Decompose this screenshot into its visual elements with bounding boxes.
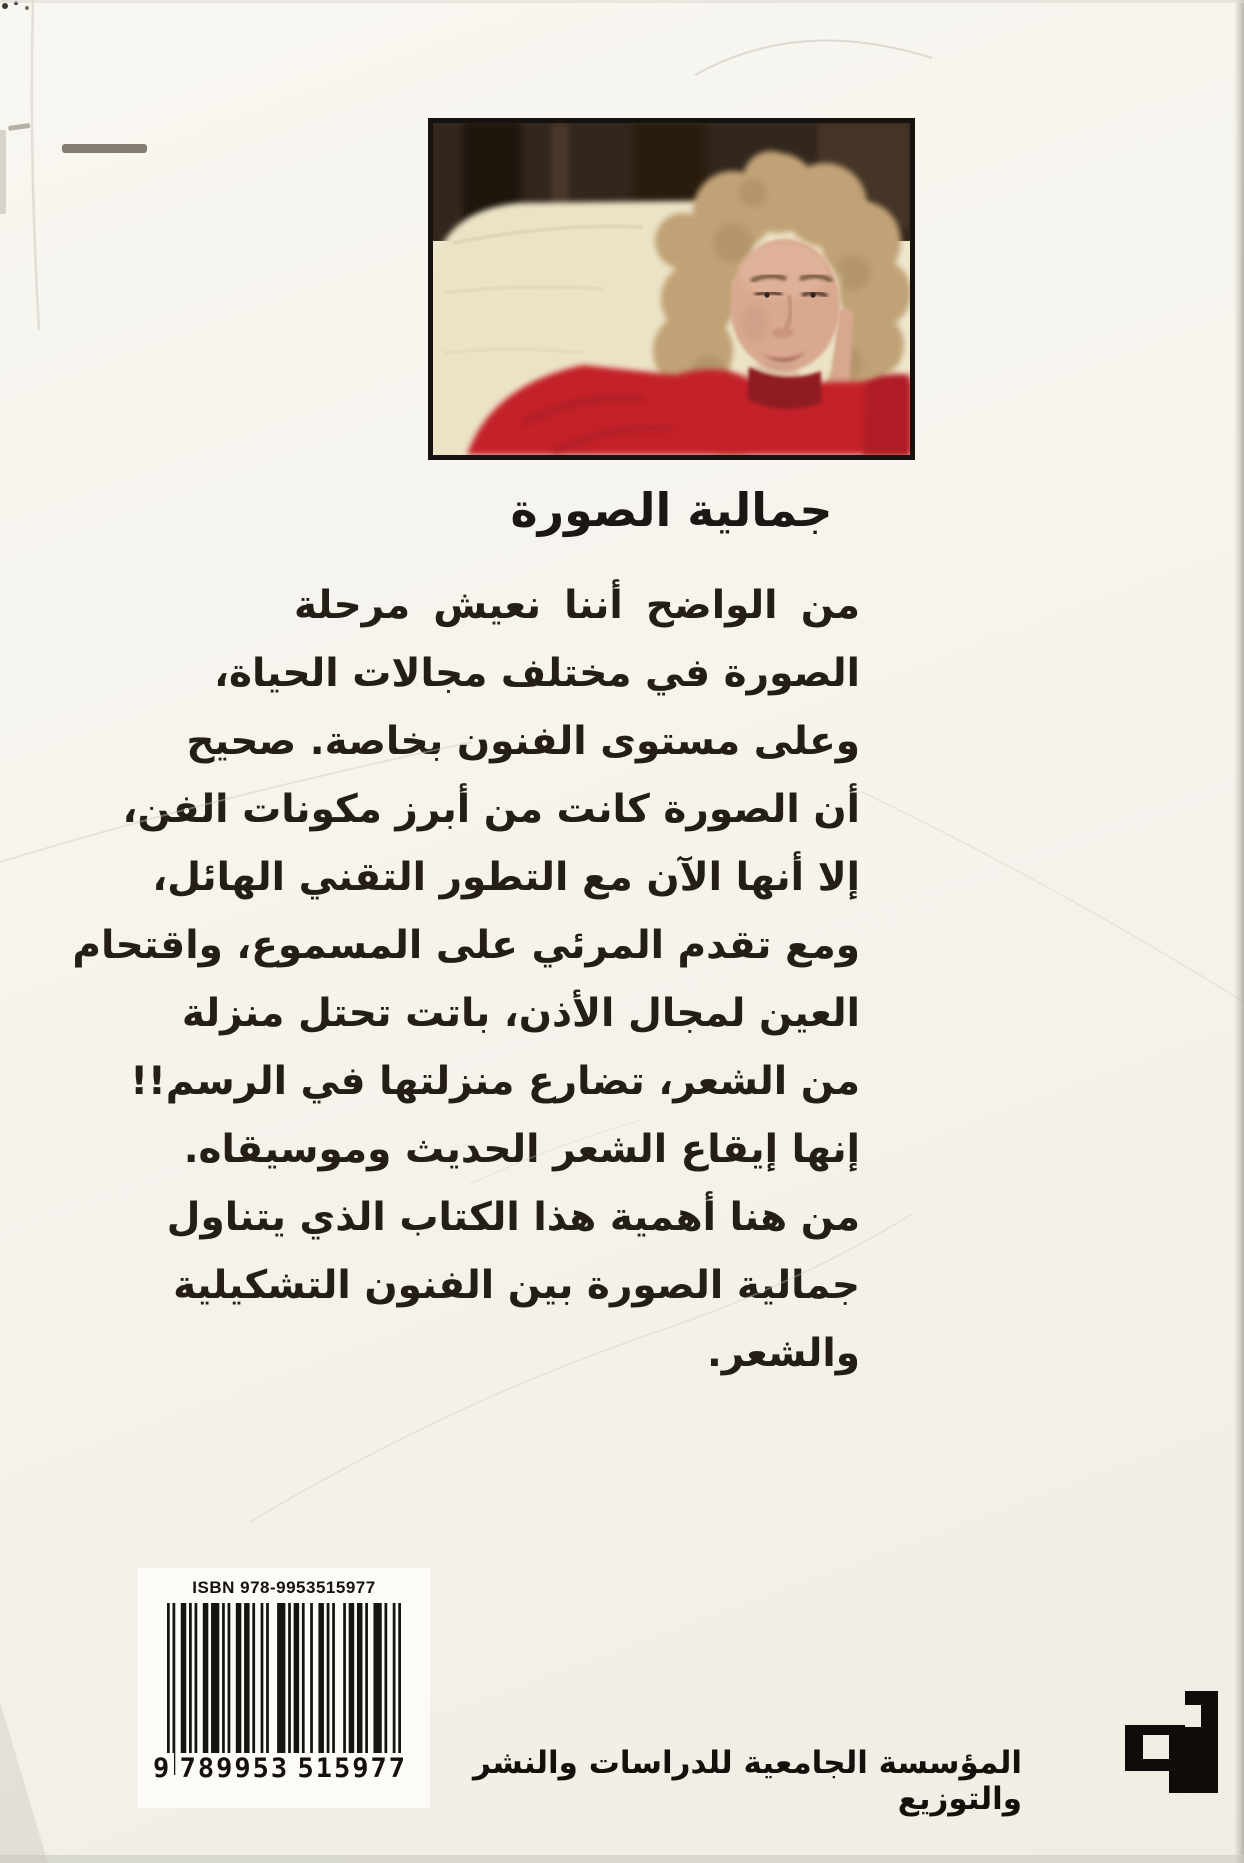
book-title: جمالية الصورة xyxy=(510,483,833,537)
author-photo xyxy=(428,118,915,460)
blurb-line: من الشعر، تضارع منزلتها في الرسم!! xyxy=(130,1059,860,1104)
blurb-line: من الواضح أننا نعيش مرحلة xyxy=(294,583,860,628)
blurb-line: ومع تقدم المرئي على المسموع، واقتحام xyxy=(72,923,860,968)
barcode-digit-group: 789953 xyxy=(177,1753,293,1784)
blurb-line: إلا أنها الآن مع التطور التقني الهائل، xyxy=(152,855,860,900)
publisher-name: المؤسسة الجامعية للدراسات والنشر والتوزيع xyxy=(472,1745,1022,1817)
back-cover-blurb xyxy=(72,572,860,1388)
isbn-block xyxy=(138,1568,430,1808)
barcode-digit-group: 515977 xyxy=(294,1753,410,1784)
barcode-digits xyxy=(150,1753,410,1784)
blurb-line: إنها إيقاع الشعر الحديث وموسيقاه. xyxy=(183,1127,860,1172)
blurb-line: جمالية الصورة بين الفنون التشكيلية xyxy=(173,1263,860,1308)
blurb-line: وعلى مستوى الفنون بخاصة. صحيح xyxy=(186,719,860,764)
blurb-line: من هنا أهمية هذا الكتاب الذي يتناول xyxy=(166,1195,860,1240)
blurb-line: والشعر. xyxy=(706,1331,860,1376)
square-kufic-monogram-icon xyxy=(1125,1691,1218,1793)
blurb-line: العين لمجال الأذن، باتت تحتل منزلة xyxy=(181,991,860,1036)
blurb-line: الصورة في مختلف مجالات الحياة، xyxy=(214,651,860,696)
barcode-digit-group: 9 xyxy=(150,1753,174,1784)
blurb-line: أن الصورة كانت من أبرز مكونات الفن، xyxy=(122,787,860,832)
publisher-logo-icon xyxy=(1125,1691,1218,1793)
isbn-label: ISBN 978-9953515977 xyxy=(192,1578,376,1597)
author-portrait-illustration xyxy=(433,123,910,455)
barcode xyxy=(153,1603,407,1813)
